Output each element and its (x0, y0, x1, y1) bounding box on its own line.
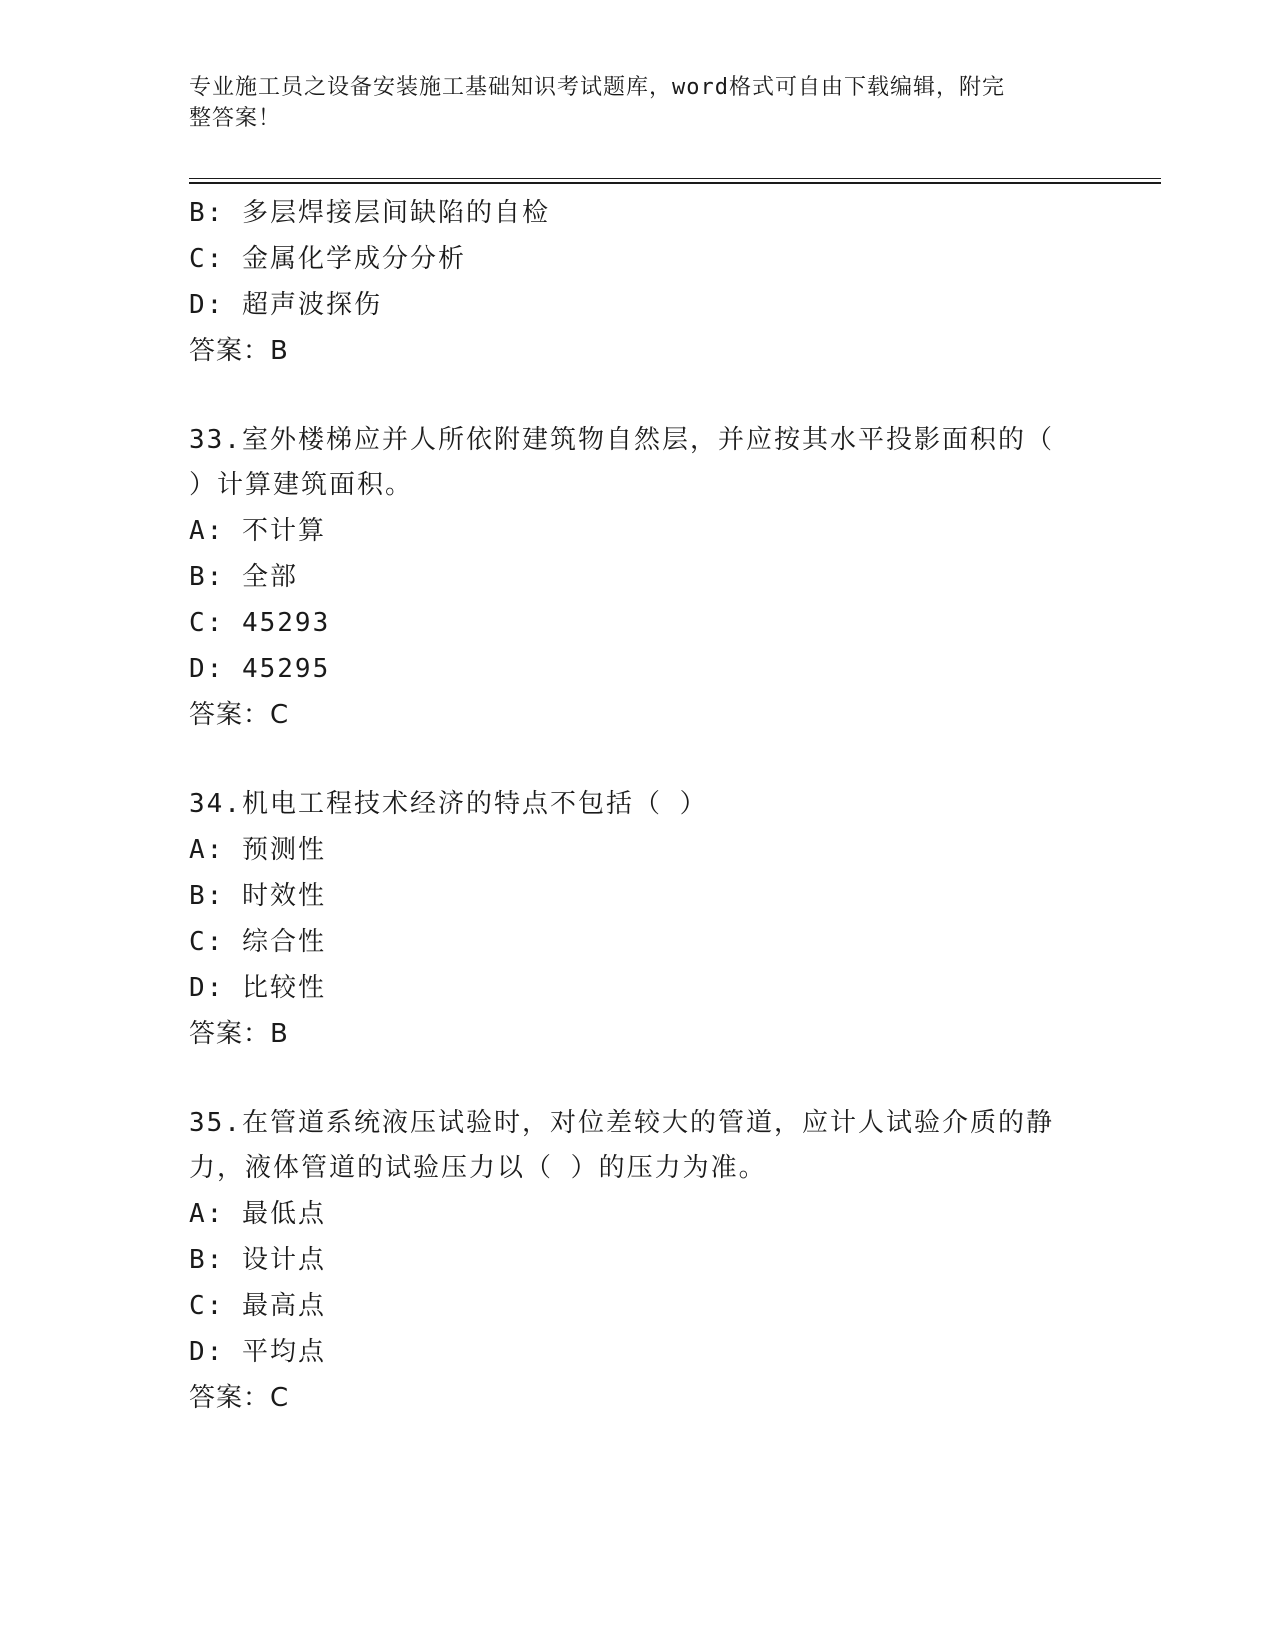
question-text-cont: 力，液体管道的试验压力以（ ）的压力为准。 (189, 1153, 767, 1183)
option-b: B: 设计点 (189, 1245, 326, 1275)
option-c: C: 45293 (189, 608, 331, 638)
option-d: D: 比较性 (189, 973, 326, 1003)
header-line-2: 整答案！ (189, 106, 282, 131)
option-a: A: 最低点 (189, 1199, 326, 1229)
question-34 (189, 782, 1089, 1057)
question-32-continued (189, 190, 1089, 374)
option-b: B: 多层焊接层间缺陷的自检 (189, 198, 550, 228)
answer: 答案：B (189, 336, 289, 366)
question-text: 33.室外楼梯应并人所依附建筑物自然层，并应按其水平投影面积的（ (189, 425, 1054, 455)
answer: 答案：C (189, 1383, 290, 1413)
header-divider-thick (189, 182, 1161, 184)
option-a: A: 预测性 (189, 835, 326, 865)
question-text: 34.机电工程技术经济的特点不包括（ ） (189, 789, 708, 819)
option-c: C: 最高点 (189, 1291, 326, 1321)
option-b: B: 时效性 (189, 881, 326, 911)
option-d: D: 45295 (189, 654, 331, 684)
answer: 答案：B (189, 1019, 289, 1049)
question-text-cont: ）计算建筑面积。 (189, 470, 414, 500)
question-33 (189, 418, 1089, 738)
option-d: D: 超声波探伤 (189, 290, 382, 320)
option-b: B: 全部 (189, 562, 298, 592)
header-divider-thin (189, 178, 1161, 179)
answer: 答案：C (189, 700, 290, 730)
option-c: C: 金属化学成分分析 (189, 244, 466, 274)
option-a: A: 不计算 (189, 516, 326, 546)
option-d: D: 平均点 (189, 1337, 326, 1367)
document-header (189, 72, 1089, 134)
header-line-1: 专业施工员之设备安装施工基础知识考试题库，word格式可自由下载编辑，附完 (189, 75, 1005, 100)
option-c: C: 综合性 (189, 927, 326, 957)
question-35 (189, 1101, 1089, 1421)
question-list (189, 190, 1089, 1421)
question-text: 35.在管道系统液压试验时，对位差较大的管道，应计人试验介质的静 (189, 1108, 1054, 1138)
